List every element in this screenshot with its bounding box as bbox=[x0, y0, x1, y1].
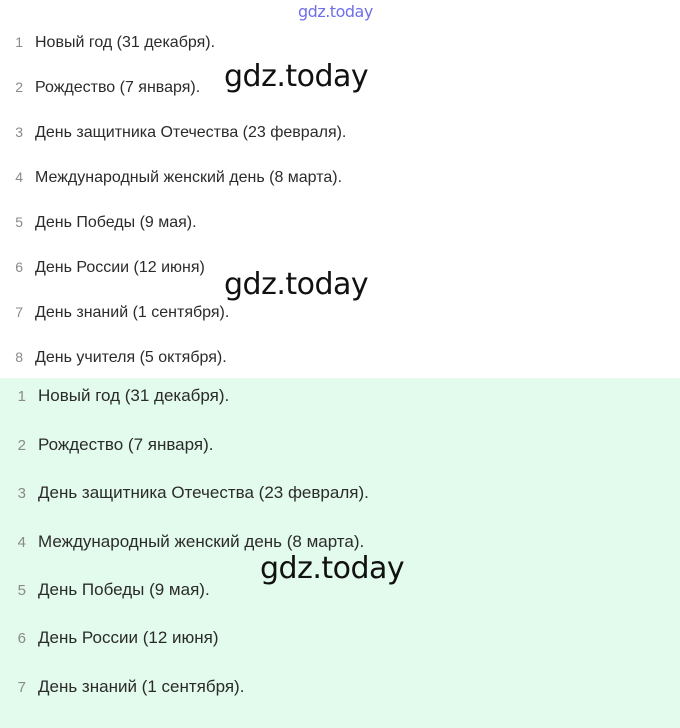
list-item bbox=[0, 628, 219, 648]
watermark: gdz.today bbox=[224, 59, 369, 94]
list-item bbox=[0, 435, 214, 455]
item-number: 8 bbox=[15, 349, 23, 365]
item-text: День защитника Отечества (23 февраля). bbox=[38, 483, 369, 502]
item-text: День Победы (9 мая). bbox=[38, 580, 210, 599]
item-number: 1 bbox=[15, 34, 23, 50]
list-item bbox=[0, 259, 205, 277]
item-number: 7 bbox=[17, 679, 26, 696]
item-text: День России (12 июня) bbox=[35, 259, 205, 276]
item-number: 7 bbox=[15, 304, 23, 320]
item-number: 5 bbox=[15, 214, 23, 230]
list-item bbox=[0, 483, 369, 503]
item-number: 4 bbox=[17, 534, 26, 551]
item-number: 2 bbox=[17, 437, 26, 454]
list-item bbox=[0, 304, 229, 322]
item-text: Международный женский день (8 марта). bbox=[38, 532, 365, 551]
item-number: 3 bbox=[17, 485, 26, 502]
item-text: Международный женский день (8 марта). bbox=[35, 169, 343, 186]
item-text: День защитника Отечества (23 февраля). bbox=[35, 124, 347, 141]
item-number: 3 bbox=[15, 124, 23, 140]
item-text: Новый год (31 декабря). bbox=[38, 386, 230, 405]
list-item bbox=[0, 79, 200, 97]
item-number: 6 bbox=[15, 259, 23, 275]
item-text: День знаний (1 сентября). bbox=[35, 304, 230, 321]
item-number: 2 bbox=[15, 79, 23, 95]
list-item bbox=[0, 214, 197, 232]
item-number: 4 bbox=[15, 169, 23, 185]
list-item bbox=[0, 532, 364, 552]
item-number: 5 bbox=[17, 582, 26, 599]
list-item bbox=[0, 580, 210, 600]
item-text: Рождество (7 января). bbox=[35, 79, 201, 96]
watermark: gdz.today bbox=[224, 267, 369, 302]
list-item bbox=[0, 349, 227, 367]
item-text: День Победы (9 мая). bbox=[35, 214, 197, 231]
list-item bbox=[0, 169, 342, 187]
list-item bbox=[0, 386, 229, 406]
item-text: День учителя (5 октября). bbox=[35, 349, 227, 366]
item-text: Рождество (7 января). bbox=[38, 435, 214, 454]
list-item bbox=[0, 34, 215, 52]
list-item bbox=[0, 124, 346, 142]
site-watermark-top: gdz.today bbox=[298, 2, 373, 21]
item-number: 6 bbox=[17, 630, 26, 647]
watermark: gdz.today bbox=[260, 551, 405, 586]
item-text: Новый год (31 декабря). bbox=[35, 34, 216, 51]
item-text: День знаний (1 сентября). bbox=[38, 677, 245, 696]
item-number: 1 bbox=[17, 388, 26, 405]
item-text: День России (12 июня) bbox=[38, 628, 219, 647]
list-item bbox=[0, 677, 244, 697]
